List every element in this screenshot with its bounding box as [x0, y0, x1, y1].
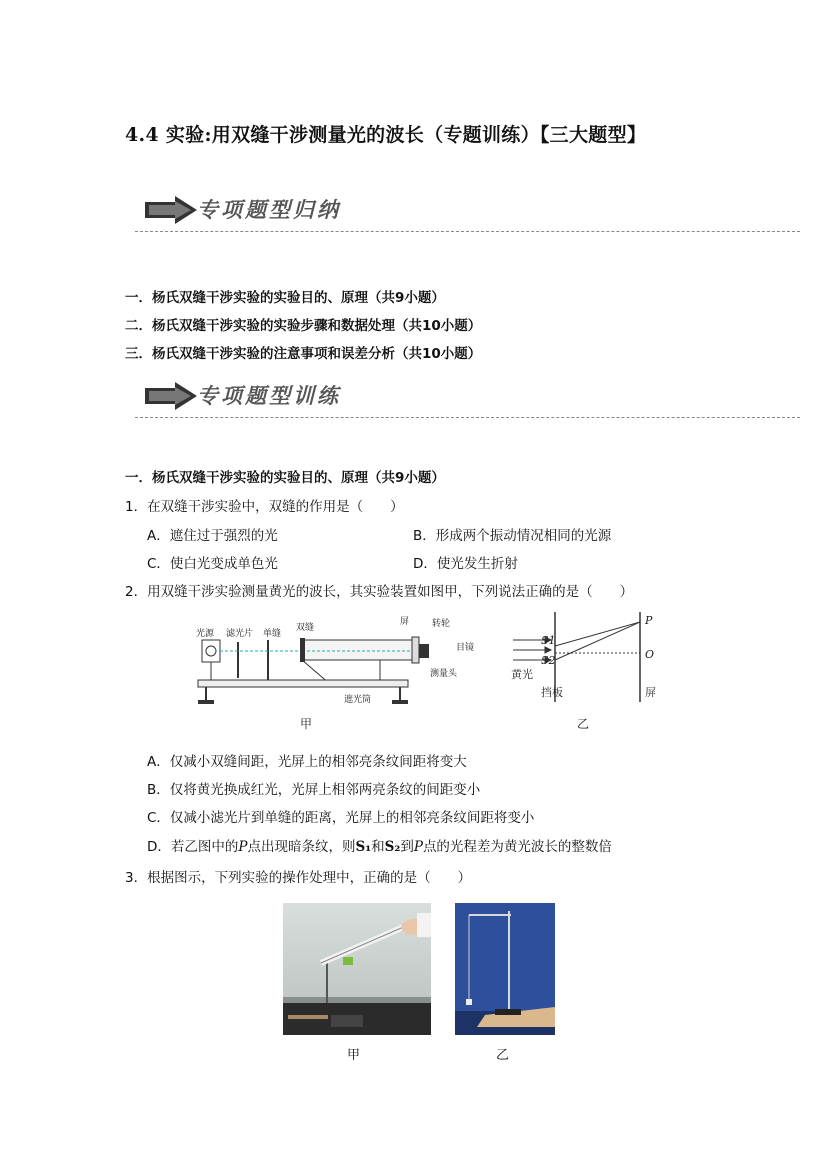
var-p: P	[238, 839, 248, 855]
question-3-stem: 3．根据图示，下列实验的操作处理中，正确的是（ ）	[125, 870, 472, 886]
var-s2: S₂	[384, 839, 401, 855]
section-banner-summary	[135, 188, 800, 232]
question-2-option-b: B．仅将黄光换成红光，光屏上相邻两亮条纹的间距变小	[147, 782, 481, 798]
question-1-option-b: B．形成两个振动情况相同的光源	[413, 528, 612, 544]
question-1-stem: 1．在双缝干涉实验中，双缝的作用是（ ）	[125, 499, 404, 515]
banner-title: 专项题型归纳	[197, 197, 341, 222]
question-2-option-c: C．仅减小滤光片到单缝的距离，光屏上的相邻亮条纹间距将变小	[147, 810, 535, 826]
question-1-option-d: D．使光发生折射	[413, 556, 518, 572]
option-d-text: 到	[400, 839, 414, 855]
question-1-option-a: A．遮住过于强烈的光	[147, 528, 278, 544]
label-yellow-light: 黄光	[511, 668, 533, 681]
photo-yi	[455, 903, 555, 1035]
section-banner-training	[135, 374, 800, 418]
figure-diagram-yi	[505, 612, 675, 732]
summary-item-1: 一．杨氏双缝干涉实验的实验目的、原理（共9小题）	[125, 290, 445, 306]
label-screen: 屏	[400, 617, 410, 627]
section-heading-1: 一．杨氏双缝干涉实验的实验目的、原理（共9小题）	[125, 470, 445, 486]
figure-caption-jia: 甲	[300, 717, 313, 731]
label-light-source: 光源	[196, 629, 215, 639]
label-tube: 遮光筒	[344, 695, 372, 705]
summary-item-3: 三．杨氏双缝干涉实验的注意事项和误差分析（共10小题）	[125, 346, 482, 362]
question-2-option-a: A．仅减小双缝间距，光屏上的相邻亮条纹间距将变大	[147, 754, 467, 770]
label-eyepiece: 目镜	[456, 643, 475, 653]
question-2-stem: 2．用双缝干涉实验测量黄光的波长，其实验装置如图甲，下列说法正确的是（ ）	[125, 584, 634, 600]
question-1-option-c: C．使白光变成单色光	[147, 556, 278, 572]
option-d-text: D．若乙图中的	[147, 839, 239, 855]
label-barrier: 挡板	[541, 686, 563, 699]
page-title: 4.4 实验:用双缝干涉测量光的波长（专题训练）【三大题型】	[125, 124, 647, 146]
label-single-slit: 单缝	[263, 629, 282, 639]
option-d-text: 点的光程差为黄光波长的整数倍	[422, 839, 612, 855]
summary-item-2: 二．杨氏双缝干涉实验的实验步骤和数据处理（共10小题）	[125, 318, 482, 334]
question-2-option-d	[147, 835, 612, 855]
label-double-slit: 双缝	[296, 623, 315, 633]
var-p: P	[413, 839, 423, 855]
label-s1: S1	[541, 634, 556, 647]
photo-caption-yi: 乙	[496, 1048, 510, 1063]
label-screen-yi: 屏	[645, 686, 656, 699]
option-d-text: 点出现暗条纹，则	[247, 839, 356, 855]
option-d-text: 和	[371, 839, 385, 855]
arrow-icon	[145, 196, 197, 224]
label-filter: 滤光片	[226, 629, 254, 639]
figure-apparatus-eyepiece-labels	[430, 620, 490, 680]
label-wheel: 转轮	[432, 619, 451, 629]
figure-caption-yi: 乙	[577, 717, 590, 731]
label-s2: S2	[541, 654, 556, 667]
dashed-divider	[135, 417, 800, 418]
dashed-divider	[135, 231, 800, 232]
arrow-icon	[145, 382, 197, 410]
label-p: P	[645, 614, 653, 627]
banner-title: 专项题型训练	[197, 383, 341, 408]
label-o: O	[645, 648, 655, 661]
photo-jia	[283, 903, 431, 1035]
var-s1: S₁	[355, 839, 372, 855]
photo-caption-jia: 甲	[347, 1048, 361, 1063]
label-measuring-head: 测量头	[430, 669, 458, 679]
